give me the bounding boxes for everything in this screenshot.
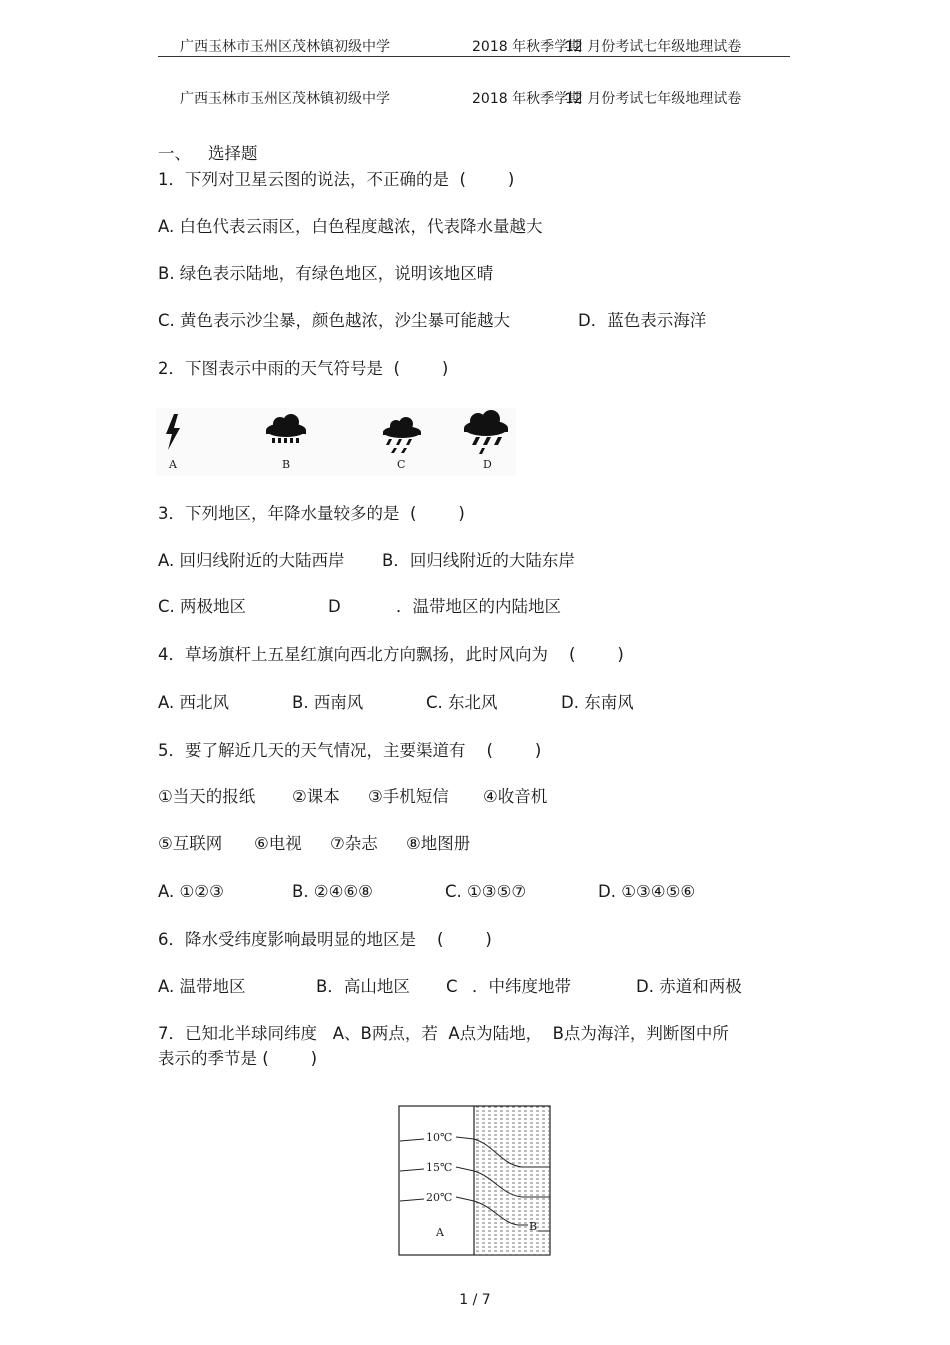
isotherm-figure (398, 1105, 552, 1257)
q5-item-1: ①当天的报纸 (158, 787, 256, 806)
q5-item-7: ⑦杂志 (330, 834, 378, 853)
q7-stem-line2: 表示的季节是 ( ) (158, 1049, 318, 1068)
q6-option-b: B．高山地区 (316, 977, 410, 996)
q5-stem: 5．要了解近几天的天气情况，主要渠道有 ( ) (158, 741, 542, 760)
section-title: 选择题 (208, 144, 258, 163)
q4-option-d: D. 东南风 (561, 693, 634, 712)
q3-option-b: B．回归线附近的大陆东岸 (382, 551, 575, 570)
q5-option-c: C. ①③⑤⑦ (445, 882, 527, 901)
q5-item-3: ③手机短信 (368, 787, 449, 806)
q1-option-c: C. 黄色表示沙尘暴，颜色越浓，沙尘暴可能越大 (158, 311, 511, 330)
q7-stem-line1: 7．已知北半球同纬度 A、B两点，若 A点为陆地， B点为海洋，判断图中所 (158, 1024, 729, 1043)
document-title (0, 88, 950, 152)
figure-background (156, 408, 516, 476)
q4-option-b: B. 西南风 (292, 693, 364, 712)
q3-option-c: C. 两极地区 (158, 597, 247, 616)
q6-stem: 6．降水受纬度影响最明显的地区是 ( ) (158, 930, 492, 949)
sea-area (474, 1106, 550, 1255)
q5-item-8: ⑧地图册 (406, 834, 471, 853)
page-number: 1 / 7 (459, 1292, 491, 1308)
q5-item-4: ④收音机 (483, 787, 548, 806)
symbol-label-b: B (282, 458, 291, 471)
q5-option-d: D. ①③④⑤⑥ (598, 882, 696, 901)
isotherm-label-15: 15℃ (426, 1161, 453, 1174)
q5-item-5: ⑤互联网 (158, 834, 223, 853)
section-number: 一、 (158, 144, 191, 163)
q3-option-d-text: ．温带地区的内陆地区 (396, 597, 561, 616)
title-school: 广西玉林市玉州区茂林镇初级中学 (180, 91, 390, 107)
header-term: 2018 年秋季学期 (472, 39, 583, 55)
q6-option-c-letter: C (446, 977, 458, 996)
q4-option-c: C. 东北风 (426, 693, 498, 712)
q5-item-2: ②课本 (292, 787, 340, 806)
header-school: 广西玉林市玉州区茂林镇初级中学 (180, 39, 390, 55)
q5-option-a: A. ①②③ (158, 882, 224, 901)
header-rule (158, 56, 790, 57)
isotherm-label-10: 10℃ (426, 1131, 453, 1144)
q3-options-cd (158, 597, 758, 677)
symbol-label-c: C (397, 458, 406, 471)
title-exam: 12 月份考试七年级地理试卷 (565, 91, 742, 107)
q1-stem: 1．下列对卫星云图的说法，不正确的是 ( ) (158, 170, 515, 189)
q6-option-a: A. 温带地区 (158, 977, 246, 996)
q4-stem: 4．草场旗杆上五星红旗向西北方向飘扬，此时风向为 ( ) (158, 645, 624, 664)
header-exam: 12 月份考试七年级地理试卷 (565, 39, 742, 55)
q1-option-a: A. 白色代表云雨区，白色程度越浓，代表降水量越大 (158, 217, 543, 236)
q5-item-6: ⑥电视 (254, 834, 302, 853)
q4-option-a: A. 西北风 (158, 693, 229, 712)
q5-option-b: B. ②④⑥⑧ (292, 882, 373, 901)
symbol-label-d: D (483, 458, 492, 471)
q1-option-d: D．蓝色表示海洋 (578, 311, 707, 330)
isotherm-label-20: 20℃ (426, 1191, 453, 1204)
symbol-label-a: A (169, 458, 177, 471)
q6-option-c-text: ．中纬度地带 (472, 977, 571, 996)
q3-option-a: A. 回归线附近的大陆西岸 (158, 551, 345, 570)
q1-option-b: B. 绿色表示陆地，有绿色地区，说明该地区晴 (158, 264, 494, 283)
point-label-a: A (436, 1226, 444, 1239)
q6-option-d: D. 赤道和两极 (636, 977, 742, 996)
q3-option-d-letter: D (328, 597, 341, 616)
weather-symbols-figure (156, 408, 516, 476)
point-label-b: B (529, 1220, 538, 1233)
q2-stem: 2．下图表示中雨的天气符号是 ( ) (158, 359, 449, 378)
title-term: 2018 年秋季学期 (472, 91, 583, 107)
q3-stem: 3．下列地区，年降水量较多的是 ( ) (158, 504, 465, 523)
